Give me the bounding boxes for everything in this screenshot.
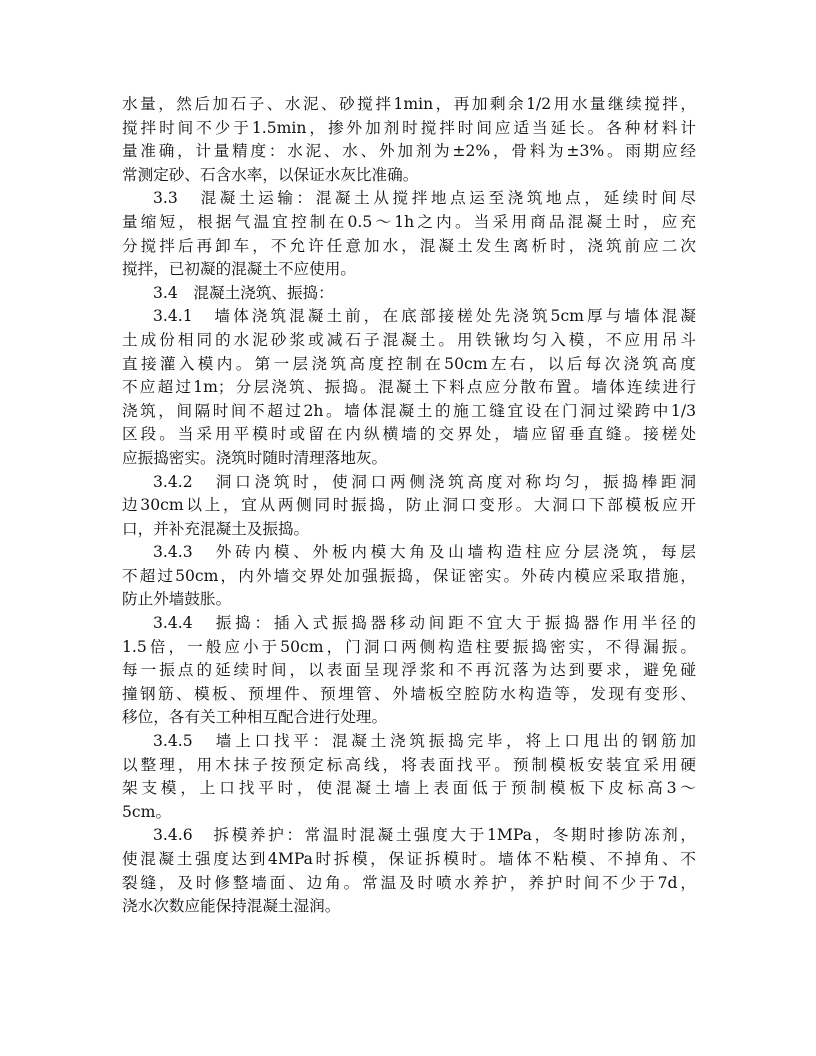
text-line: 以整理，用木抹子按预定标高线，将表面找平。预制模板安装宜采用硬 <box>122 755 696 774</box>
text-line: 3.4.6 拆模养护：常温时混凝土强度大于1MPa，冬期时掺防冻剂， <box>153 826 696 845</box>
text-line: 3.4 混凝土浇筑、振捣： <box>153 283 334 302</box>
document-body <box>122 93 696 919</box>
text-line: 应振捣密实。浇筑时随时清理落地灰。 <box>122 448 388 467</box>
text-line: 量准确，计量精度：水泥、水、外加剂为±2%，骨料为±3%。雨期应经 <box>122 142 696 161</box>
text-line: 分搅拌后再卸车，不允许任意加水，混凝土发生离析时，浇筑前应二次 <box>122 236 696 255</box>
text-line: 移位，各有关工种相互配合进行处理。 <box>122 708 388 727</box>
text-line: 3.4.2 洞口浇筑时，使洞口两侧浇筑高度对称均匀，振捣棒距洞 <box>153 472 696 491</box>
text-line: 直接灌入模内。第一层浇筑高度控制在50cm左右，以后每次浇筑高度 <box>122 354 696 373</box>
text-line: 3.4.3 外砖内模、外板内模大角及山墙构造柱应分层浇筑，每层 <box>153 543 696 562</box>
text-line: 区段。当采用平模时或留在内纵横墙的交界处，墙应留垂直缝。接槎处 <box>122 425 696 444</box>
text-line: 3.3 混凝土运输：混凝土从搅拌地点运至浇筑地点，延续时间尽 <box>153 189 696 208</box>
text-line: 防止外墙鼓胀。 <box>122 590 232 609</box>
text-line: 搅拌时间不少于1.5min，掺外加剂时搅拌时间应适当延长。各种材料计 <box>122 118 696 137</box>
text-line: 浇水次数应能保持混凝土湿润。 <box>122 897 341 916</box>
text-line: 土成份相同的水泥砂浆或减石子混凝土。用铁锹均匀入模，不应用吊斗 <box>122 330 696 349</box>
text-line: 3.4.5 墙上口找平：混凝土浇筑振捣完毕，将上口甩出的钢筋加 <box>153 732 696 751</box>
text-line: 常测定砂、石含水率，以保证水灰比准确。 <box>122 165 419 184</box>
text-line: 浇筑，间隔时间不超过2h。墙体混凝土的施工缝宜设在门洞过梁跨中1/3 <box>122 401 696 420</box>
text-line: 架支模，上口找平时，使混凝土墙上表面低于预制模板下皮标高3～ <box>122 779 696 798</box>
text-line: 每一振点的延续时间，以表面呈现浮浆和不再沉落为达到要求，避免碰 <box>122 661 696 680</box>
text-line: 口，并补充混凝土及振捣。 <box>122 519 310 538</box>
text-line: 使混凝土强度达到4MPa时拆模，保证拆模时。墙体不粘模、不掉角、不 <box>122 850 696 868</box>
text-line: 3.4.1 墙体浇筑混凝土前，在底部接槎处先浇筑5cm厚与墙体混凝 <box>153 307 696 326</box>
text-line: 撞钢筋、模板、预埋件、预埋管、外墙板空腔防水构造等，发现有变形、 <box>122 684 696 703</box>
text-line: 搅拌，已初凝的混凝土不应使用。 <box>122 260 356 279</box>
text-line: 1.5倍，一般应小于50cm，门洞口两侧构造柱要振捣密实，不得漏振。 <box>122 637 696 656</box>
text-line: 裂缝，及时修整墙面、边角。常温及时喷水养护，养护时间不少于7d， <box>122 873 696 892</box>
text-line: 不超过50cm，内外墙交界处加强振捣，保证密实。外砖内模应采取措施， <box>122 566 696 585</box>
text-line: 5cm。 <box>122 802 172 821</box>
text-line: 量缩短，根据气温宜控制在0.5～1h之内。当采用商品混凝土时，应充 <box>122 212 696 231</box>
text-line: 水量，然后加石子、水泥、砂搅拌1min，再加剩余1/2用水量继续搅拌， <box>122 95 696 113</box>
text-block <box>122 93 696 919</box>
text-line: 边30cm以上，宜从两侧同时振捣，防止洞口变形。大洞口下部模板应开 <box>122 496 696 515</box>
text-line: 3.4.4 振捣：插入式振捣器移动间距不宜大于振捣器作用半径的 <box>153 614 696 633</box>
text-line: 不应超过1m；分层浇筑、振捣。混凝土下料点应分散布置。墙体连续进行 <box>122 378 696 397</box>
